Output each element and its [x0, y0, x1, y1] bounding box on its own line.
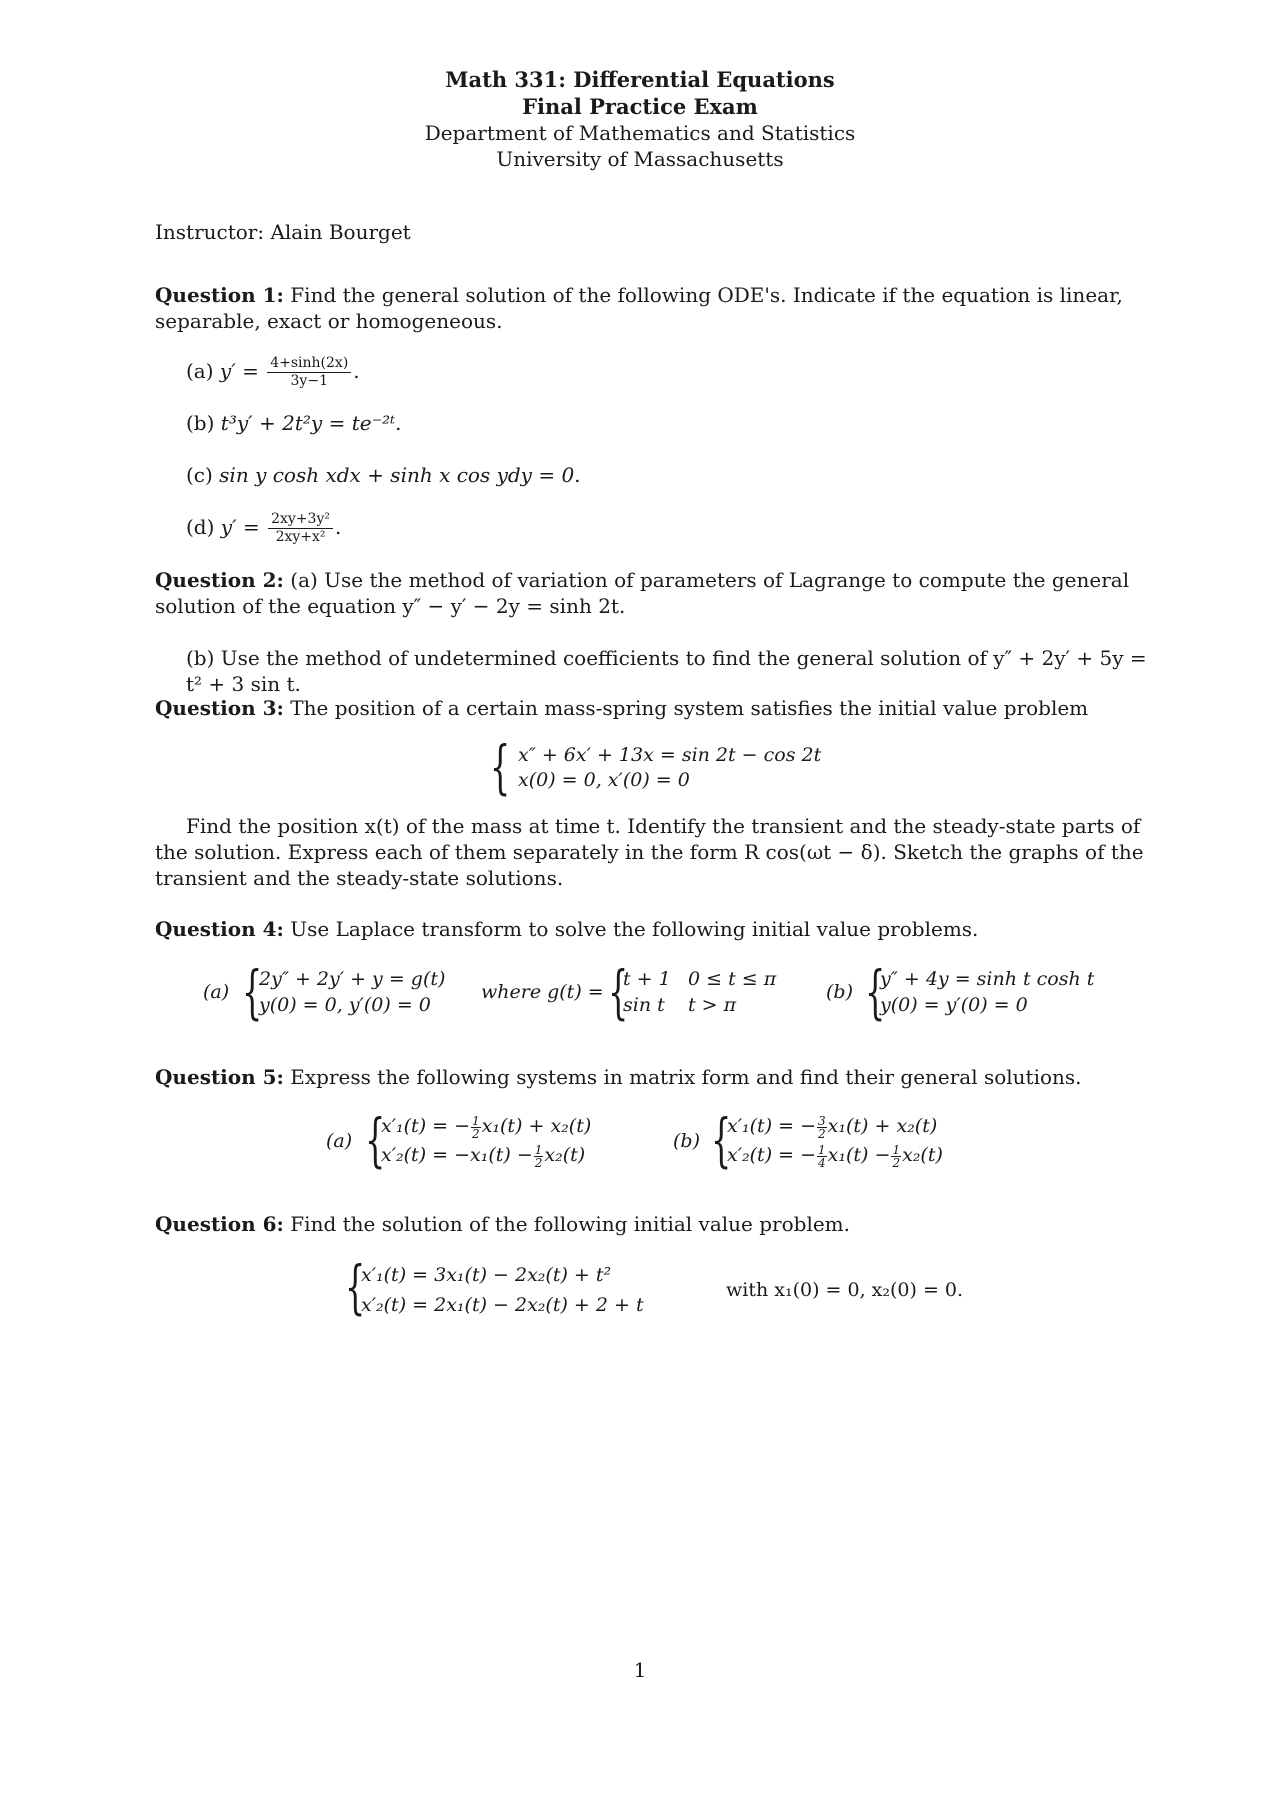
- question-5-title: Question 5:: [155, 1065, 284, 1089]
- q4-a-equation-2: y(0) = 0, y′(0) = 0: [259, 994, 431, 1016]
- q4-b-brace: {: [865, 958, 886, 1026]
- instructor-line: Instructor: Alain Bourget: [155, 220, 411, 244]
- q4-g-case-1-cond: 0 ≤ t ≤ π: [688, 968, 777, 990]
- q3-system-brace: {: [490, 733, 511, 801]
- q5-a-eq2-pre: x′₂(t) = −x₁(t) −: [381, 1144, 533, 1166]
- question-4-text: Use Laplace transform to solve the following initial value problems.: [290, 917, 979, 941]
- department-name: Department of Mathematics and Statistics: [424, 121, 856, 145]
- q6-initial-condition: with x₁(0) = 0, x₂(0) = 0.: [726, 1279, 964, 1301]
- q5-a-eq2-fraction: [534, 1144, 544, 1169]
- question-2: [155, 567, 1155, 619]
- q4-g-case-2-expr: sin t: [623, 994, 665, 1016]
- question-3: [155, 695, 1155, 721]
- question-6: [155, 1211, 1155, 1237]
- q1-c-label: (c): [186, 463, 213, 487]
- page-number: 1: [633, 1658, 647, 1682]
- q1-a-label: (a): [186, 359, 214, 383]
- question-6-title: Question 6:: [155, 1212, 284, 1236]
- q4-a-equation-1: 2y″ + 2y′ + y = g(t): [259, 968, 446, 990]
- q4-where-g: where g(t) =: [481, 981, 604, 1003]
- q4-g-case-2-cond: t > π: [688, 994, 737, 1016]
- q5-b-eq2-fraction-1: [817, 1144, 827, 1169]
- q5-b-label: (b): [673, 1130, 700, 1152]
- question-3-title: Question 3:: [155, 696, 284, 720]
- q1-d-lhs: y′ =: [220, 515, 260, 539]
- q5-b-eq1-pre: x′₁(t) = −: [727, 1115, 817, 1137]
- q4-a-label: (a): [203, 981, 230, 1003]
- q4-b-equation-1: y″ + 4y = sinh t cosh t: [880, 968, 1095, 990]
- q5-a-eq2-den: 2: [534, 1155, 543, 1170]
- q4-g-case-1-expr: t + 1: [623, 968, 671, 990]
- q5-b-eq2-post: x₂(t): [902, 1144, 943, 1166]
- q5-a-eq1-num: 1: [472, 1113, 480, 1128]
- q1-a-denominator: 3y−1: [290, 373, 328, 389]
- q5-a-brace: {: [365, 1106, 386, 1174]
- q5-b-eq2-num: 1: [818, 1142, 826, 1157]
- q5-b-eq2-fraction-2: [891, 1144, 901, 1169]
- question-2-title: Question 2:: [155, 568, 284, 592]
- q5-b-equation-1: [727, 1114, 937, 1140]
- q1-part-a: (a) y′ = $\frac{4+\sinh(2x)}{3y-1}$ .: [186, 355, 360, 389]
- exam-header: [0, 66, 1280, 172]
- q1-d-denominator: 2xy+x²: [275, 529, 326, 545]
- q5-b-eq1-post: x₁(t) + x₂(t): [827, 1115, 938, 1137]
- q1-a-fraction: [267, 356, 351, 389]
- q1-d-fraction: [268, 512, 333, 545]
- q1-d-label: (d): [186, 515, 215, 539]
- q5-a-eq2-post: x₂(t): [544, 1144, 586, 1166]
- q1-b-equation: t³y′ + 2t²y = te⁻²ᵗ.: [220, 411, 402, 435]
- question-1-text: Find the general solution of the following ODE's. Indicate if the equation is linear, separable, exact or homogeneous.: [155, 283, 1123, 333]
- q5-a-equation-1: [381, 1114, 591, 1140]
- q4-g-brace: {: [608, 958, 629, 1026]
- question-5: [155, 1064, 1155, 1090]
- q1-a-numerator: 4+sinh(2x): [267, 356, 351, 373]
- q1-part-c: [186, 462, 581, 488]
- question-6-text: Find the solution of the following initial value problem.: [290, 1212, 851, 1236]
- course-title: Math 331: Differential Equations: [445, 67, 835, 92]
- q5-a-eq1-pre: x′₁(t) = −: [381, 1115, 471, 1137]
- q5-b-eq2-den: 4: [818, 1155, 826, 1170]
- q4-a-brace: {: [242, 958, 263, 1026]
- q1-part-d: (d) y′ = $\frac{\text{2xy+3y²}}{\text{2xy+x²}}$ .: [186, 511, 342, 545]
- question-1: [155, 282, 1155, 334]
- q5-b-eq2-mid: x₁(t) −: [827, 1144, 891, 1166]
- q5-a-eq2-num: 1: [534, 1142, 543, 1157]
- university-name: University of Massachusetts: [496, 147, 784, 171]
- question-5-text: Express the following systems in matrix form and find their general solutions.: [290, 1065, 1082, 1089]
- q5-b-equation-2: [727, 1143, 943, 1169]
- q5-b-eq2-pre: x′₂(t) = −: [727, 1144, 817, 1166]
- q1-c-equation: sin y cosh xdx + sinh x cos ydy = 0.: [219, 463, 581, 487]
- q5-b-eq2-den2: 2: [892, 1155, 901, 1170]
- question-2-part-a: (a) Use the method of variation of parameters of Lagrange to compute the general solution of the equation y″ − y′ − 2y = sinh 2t.: [155, 568, 1130, 618]
- q5-a-equation-2: [381, 1143, 585, 1169]
- q5-b-eq1-fraction: [817, 1115, 827, 1140]
- q1-a-lhs: y′ =: [219, 359, 259, 383]
- q5-a-eq1-post: x₁(t) + x₂(t): [481, 1115, 592, 1137]
- question-4-title: Question 4:: [155, 917, 284, 941]
- q6-system-brace: {: [345, 1253, 366, 1321]
- q5-b-eq2-num2: 1: [892, 1142, 901, 1157]
- q5-a-label: (a): [326, 1130, 353, 1152]
- q5-b-eq1-den: 2: [818, 1126, 826, 1141]
- q6-equation-2: x′₂(t) = 2x₁(t) − 2x₂(t) + 2 + t: [361, 1294, 644, 1316]
- q1-b-label: (b): [186, 411, 215, 435]
- q3-equation-1: x″ + 6x′ + 13x = sin 2t − cos 2t: [518, 744, 822, 766]
- q3-equation-2: x(0) = 0, x′(0) = 0: [518, 769, 690, 791]
- q4-b-label: (b): [826, 981, 853, 1003]
- question-3-followup: Find the position x(t) of the mass at time t. Identify the transient and the steady-state parts of the solution. Express each of them separately in the form R cos(ωt − δ). Sketch the graphs of the transient and the steady-state solutions.: [155, 814, 1144, 890]
- question-2-part-b: (b) Use the method of undetermined coefficients to find the general solution of y″ + 2y′ + 5y = t² + 3 sin t.: [186, 646, 1147, 696]
- q5-b-brace: {: [711, 1106, 732, 1174]
- q5-b-eq1-num: 3: [818, 1113, 826, 1128]
- question-1-title: Question 1:: [155, 283, 284, 307]
- question-4: [155, 916, 1155, 942]
- q6-equation-1: x′₁(t) = 3x₁(t) − 2x₂(t) + t²: [361, 1264, 612, 1286]
- q1-d-numerator: 2xy+3y²: [268, 512, 333, 529]
- q5-a-eq1-fraction: [471, 1115, 481, 1140]
- q1-part-b: [186, 410, 401, 436]
- q5-a-eq1-den: 2: [472, 1126, 480, 1141]
- question-3-text: The position of a certain mass-spring system satisfies the initial value problem: [290, 696, 1089, 720]
- q4-b-equation-2: y(0) = y′(0) = 0: [880, 994, 1028, 1016]
- exam-title: Final Practice Exam: [522, 94, 758, 119]
